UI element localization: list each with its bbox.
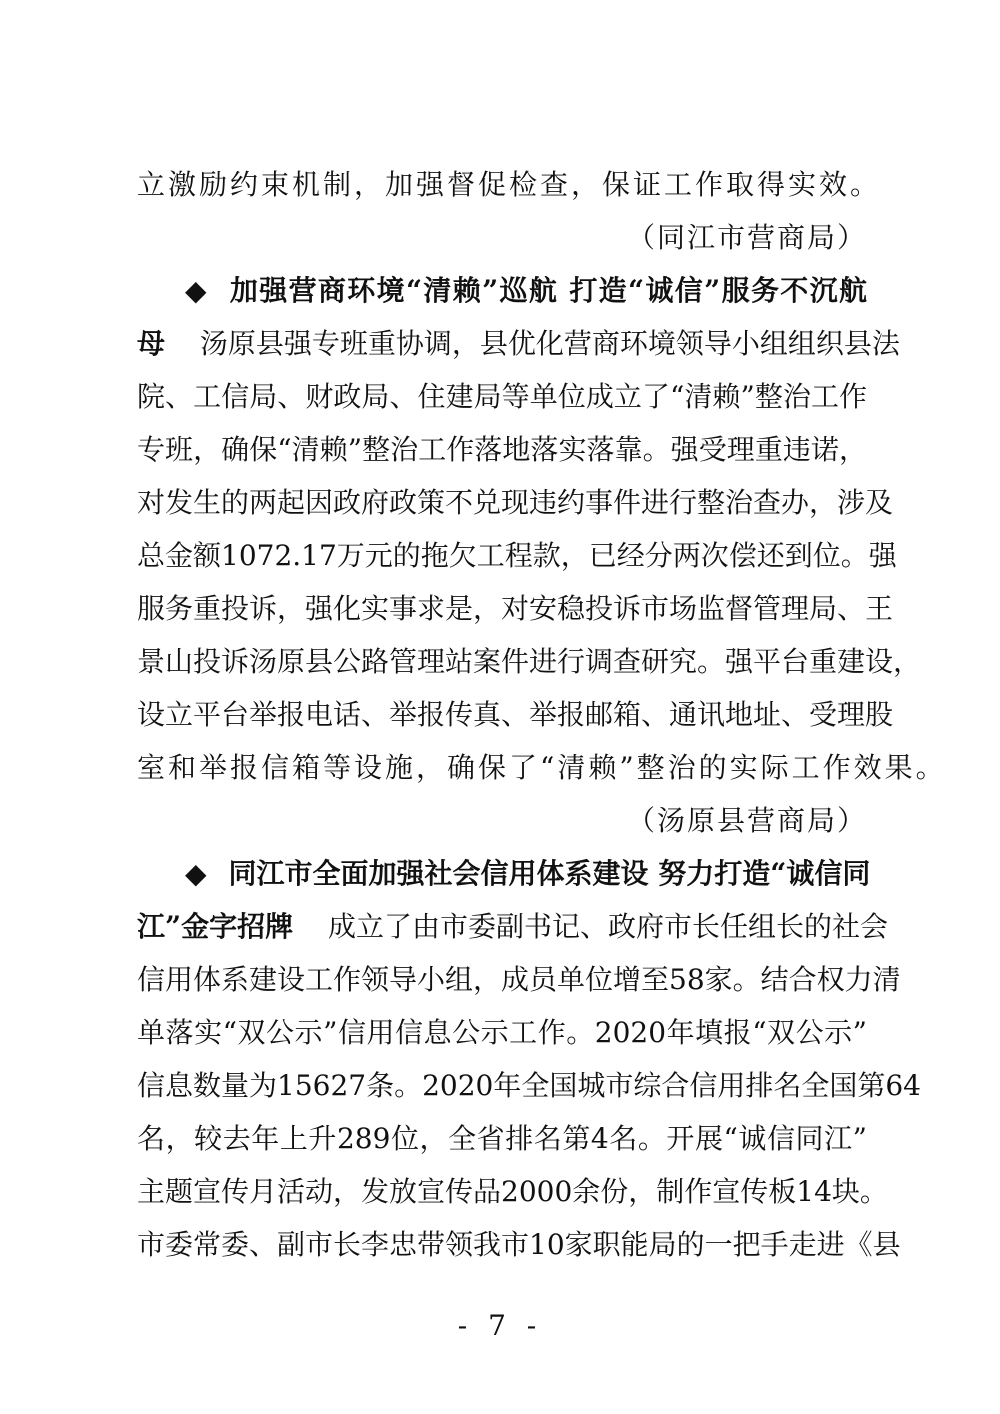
section-heading-text: 加强营商环境“清赖”巡航 打造“诚信”服务不沉航 [228,274,867,307]
page-number: - 7 - [457,1309,543,1342]
body-line: 主题宣传月活动，发放宣传品2000余份，制作宣传板14块。 [137,1175,888,1208]
source-attribution: （汤原县营商局） [626,804,867,837]
body-line: 总金额1072.17万元的拖欠工程款，已经分两次偿还到位。强 [137,539,897,572]
body-line: 信息数量为15627条。2020年全国城市综合信用排名全国第64 [137,1069,921,1102]
section-heading-text: 同江市全面加强社会信用体系建设 努力打造“诚信同 [228,857,871,890]
body-line: 市委常委、副市长李忠带领我市10家职能局的一把手走进《县 [137,1228,901,1261]
body-line: 立激励约束机制，加强督促检查，保证工作取得实效。 [137,168,882,201]
diamond-bullet-icon: ◆ [185,274,207,307]
body-line [137,322,900,366]
section-heading-tail: 江”金字招牌 [137,910,294,943]
body-line: 设立平台举报电话、举报传真、举报邮箱、通讯地址、受理股 [137,698,894,731]
body-line: 专班，确保“清赖”整治工作落地落实落靠。强受理重违诺， [137,433,867,466]
body-line: 单落实“双公示”信用信息公示工作。2020年填报“双公示” [137,1016,867,1049]
section-heading-line [137,269,867,313]
diamond-bullet-icon: ◆ [185,857,207,890]
body-line: 景山投诉汤原县公路管理站案件进行调查研究。强平台重建设， [137,645,922,678]
body-line: 名，较去年上升289位，全省排名第4名。开展“诚信同江” [137,1122,867,1155]
body-line: 室和举报信箱等设施，确保了“清赖”整治的实际工作效果。 [137,751,947,784]
body-line: 对发生的两起因政府政策不兑现违约事件进行整治查办，涉及 [137,486,894,519]
body-text: 汤原县强专班重协调，县优化营商环境领导小组组织县法 [199,327,900,360]
body-text: 成立了由市委副书记、政府市长任组长的社会 [328,910,889,943]
section-heading-tail: 母 [137,327,166,360]
body-line: 服务重投诉，强化实事求是，对安稳投诉市场监督管理局、王 [137,592,894,625]
body-line: 院、工信局、财政局、住建局等单位成立了“清赖”整治工作 [137,380,867,413]
body-line [137,905,889,949]
section-heading-line [137,852,871,896]
source-attribution: （同江市营商局） [626,221,867,254]
body-line: 信用体系建设工作领导小组，成员单位增至58家。结合权力清 [137,963,901,996]
